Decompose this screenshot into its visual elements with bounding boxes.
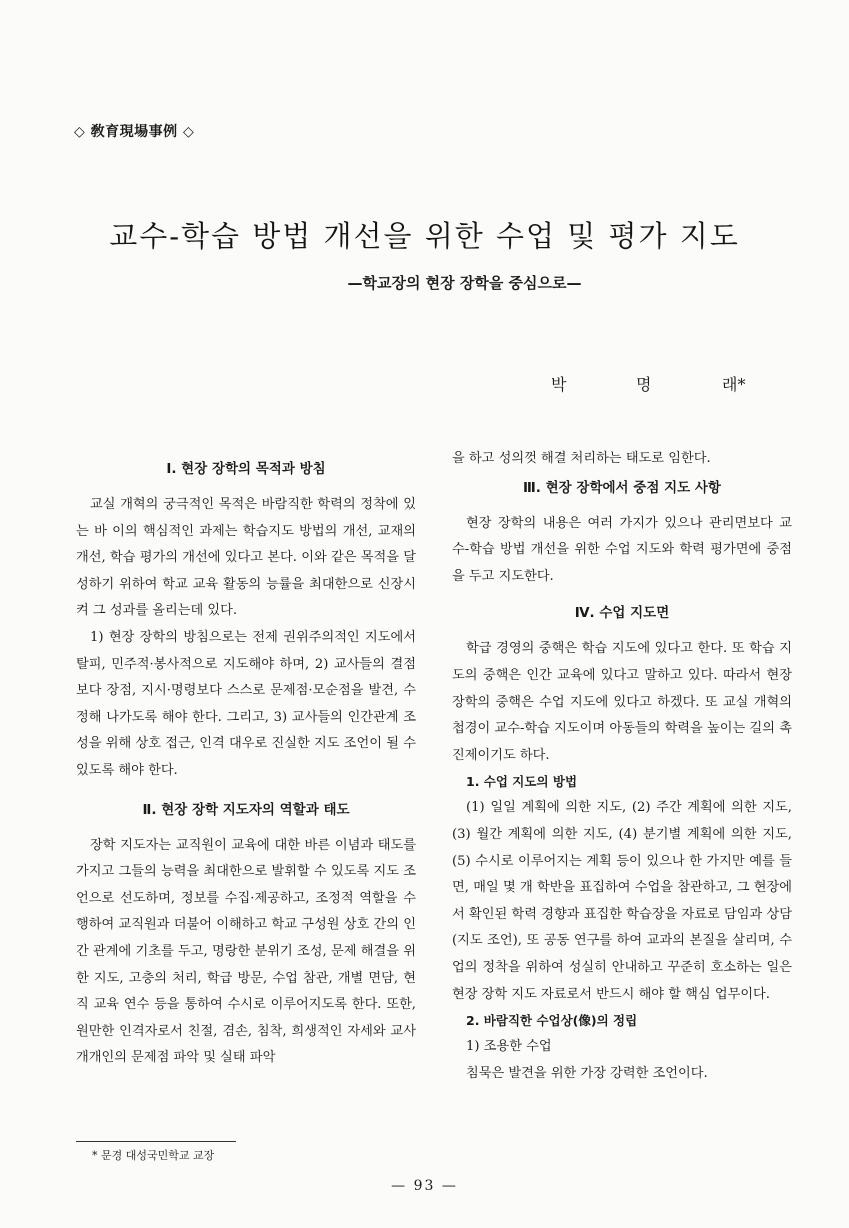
- section-heading-2: Ⅱ. 현장 장학 지도자의 역할과 태도: [142, 801, 350, 818]
- continued-paragraph: 을 하고 성의껏 해결 처리하는 태도로 임한다.: [452, 451, 711, 466]
- page-number: — 93 —: [391, 1178, 458, 1194]
- section-1-paragraph-1: 교실 개혁의 궁극적인 목적은 바람직한 학력의 정착에 있는 바 이의 핵심적인 과제는 학습지도 방법의 개선, 교재의 개선, 학습 평가의 개선에 있다고 본다. 이와 같은 목적을 달성하기 위하여 학교 교육 활동의 능률을 최대한으로 신장시켜 그 성과를 올리는데 있다.: [76, 497, 416, 619]
- footnote: * 문경 대성국민학교 교장: [92, 1149, 215, 1162]
- section-3-paragraph-1: 현장 장학의 내용은 여러 가지가 있으나 관리면보다 교수-학습 방법 개선을 위한 수업 지도와 학력 평가면에 중점을 두고 지도한다.: [452, 515, 792, 584]
- section-heading-1: Ⅰ. 현장 장학의 목적과 방침: [166, 461, 326, 477]
- subsection-heading-2: 2. 바람직한 수업상(像)의 정립: [466, 1013, 638, 1029]
- left-column: [76, 452, 416, 1072]
- section-2-paragraph-1: 장학 지도자는 교직원이 교육에 대한 바른 이념과 태도를 가지고 그들의 능력을 최대한으로 발휘할 수 있도록 지도 조언으로 선도하며, 정보를 수집·제공하고, 조정적 역할을 수행하여 교직원과 더불어 이해하고 학교 구성원 상호 간의 인간 관계에 기초를 두고, 명랑한 분위기 조성, 문제 해결을 위한 지도, 고충의 처리, 학급 방문, 수업 참관, 개별 면담, 현직 교육 연수 등을 통하여 수시로 이루어지도록 한다. 또한, 원만한 인격자로서 친절, 겸손, 침착, 희생적인 자세와 교사 개개인의 문제점 파악 및 실태 파악: [76, 837, 416, 1066]
- author-char-1: 박: [551, 375, 567, 394]
- section-heading-3: Ⅲ. 현장 장학에서 중점 지도 사항: [523, 479, 721, 496]
- author-char-3: 래*: [722, 375, 746, 394]
- section-heading-4: Ⅳ. 수업 지도면: [574, 605, 670, 622]
- author-char-2: 명: [636, 375, 652, 394]
- article-subtitle: —학교장의 현장 장학을 중심으로—: [347, 274, 582, 292]
- series-label: ◇ 敎育現場事例 ◇: [74, 124, 195, 140]
- section-4-paragraph-3: 침묵은 발견을 위한 가장 강력한 조언이다.: [466, 1065, 708, 1081]
- subsection-heading-1: 1. 수업 지도의 방법: [466, 774, 578, 790]
- list-item-1: 1) 조용한 수업: [466, 1039, 552, 1055]
- section-4-paragraph-1: 학급 경영의 중핵은 학습 지도에 있다고 한다. 또 학습 지도의 중핵은 인간 교육에 있다고 말하고 있다. 따라서 현장 장학의 중핵은 수업 지도에 있다고 하겠다. 또 교실 개혁의 첩경이 교수-학습 지도이며 아동들의 학력을 높이는 길의 촉진제이기도 하다.: [452, 641, 792, 763]
- article-title: 교수-학습 방법 개선을 위한 수업 및 평가 지도: [109, 219, 740, 253]
- section-4-paragraph-2: (1) 일일 계획에 의한 지도, (2) 주간 계획에 의한 지도, (3) 월간 계획에 의한 지도, (4) 분기별 계획에 의한 지도, (5) 수시로 이루어지는 계획 등이 있으나 한 가지만 예를 들면, 매일 몇 개 학반을 표집하여 수업을 참관하고, 그 현장에서 확인된 학력 경향과 표집한 학습장을 자료로 담임과 상담(지도 조언), 또 공동 연구를 하여 교과의 본질을 살리며, 수업의 정착을 위하여 성실히 안내하고 꾸준히 호소하는 일은 현장 장학 지도 자료로서 반드시 해야 할 핵심 업무이다.: [452, 800, 792, 1002]
- section-1-paragraph-2: 1) 현장 장학의 방침으로는 전제 권위주의적인 지도에서 탈피, 민주적·봉사적으로 지도해야 하며, 2) 교사들의 결점보다 장점, 지시·명령보다 스스로 문제점·모순점을 발견, 수정해 나가도록 해야 한다. 그리고, 3) 교사들의 인간관계 조성을 위해 상호 접근, 인격 대우로 진실한 지도 조언이 될 수 있도록 해야 한다.: [76, 629, 416, 778]
- right-column: [452, 446, 792, 1087]
- footnote-divider: [76, 1141, 236, 1142]
